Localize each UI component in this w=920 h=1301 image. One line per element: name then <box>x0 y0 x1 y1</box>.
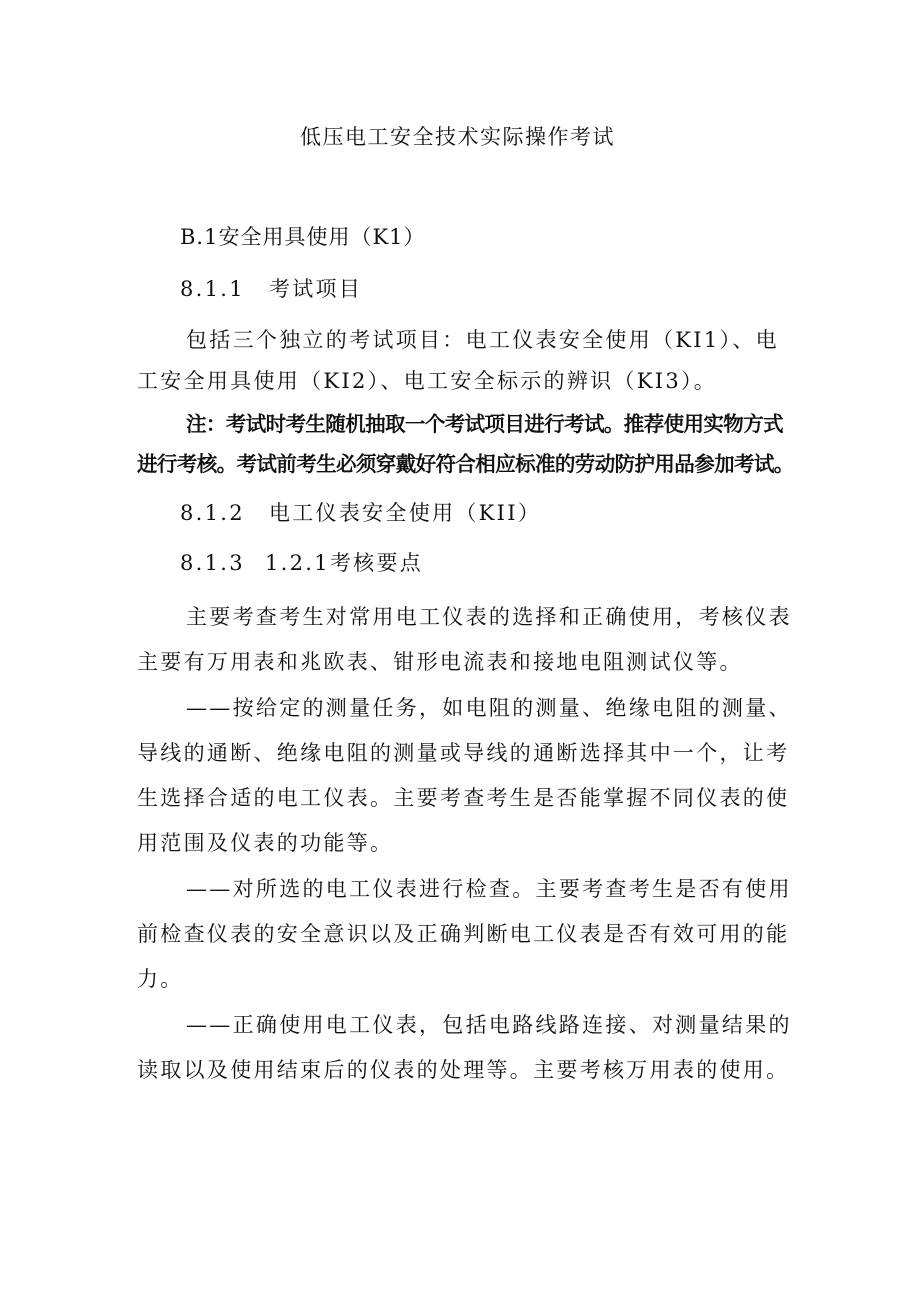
section-813-heading <box>180 549 423 577</box>
intro-line: 包括三个独立的考试项目：电工仪表安全使用（KI1）、电 <box>186 328 779 352</box>
body-line: 用范围及仪表的功能等。 <box>137 831 394 855</box>
body-line: ——正确使用电工仪表，包括电路线路连接、对测量结果的 <box>186 1013 792 1037</box>
document-title: 低压电工安全技术实际操作考试 <box>300 125 615 149</box>
note-line: 进行考核。考试前考生必须穿戴好符合相应标准的劳动防护用品参加考试。 <box>137 452 794 476</box>
body-line: 导线的通断、绝缘电阻的测量或导线的通断选择其中一个，让考 <box>137 741 790 765</box>
body-line: ——按给定的测量任务，如电阻的测量、绝缘电阻的测量、 <box>186 696 792 720</box>
body-line: ——对所选的电工仪表进行检查。主要考查考生是否有使用 <box>186 877 792 901</box>
section-811-heading <box>180 275 362 303</box>
body-line: 生选择合适的电工仪表。主要考查考生是否能掌握不同仪表的使 <box>137 786 790 810</box>
body-line: 主要有万用表和兆欧表、钳形电流表和接地电阻测试仪等。 <box>137 650 743 674</box>
section-number: 8.1.1 <box>180 277 245 301</box>
section-label: 考试项目 <box>268 277 363 301</box>
section-812-heading <box>180 499 541 527</box>
intro-line: 工安全用具使用（KI2）、电工安全标示的辨识（KI3）。 <box>137 369 718 393</box>
section-number: 8.1.2 <box>180 501 245 525</box>
section-b1-heading: B.1安全用具使用（K1） <box>180 225 426 249</box>
body-line: 主要考查考生对常用电工仪表的选择和正确使用，考核仪表 <box>186 605 792 629</box>
section-label: 1.2.1考核要点 <box>264 551 424 575</box>
body-line: 力。 <box>137 967 184 991</box>
note-line: 注：考试时考生随机抽取一个考试项目进行考试。推荐使用实物方式 <box>186 412 783 436</box>
body-line: 前检查仪表的安全意识以及正确判断电工仪表是否有效可用的能 <box>137 922 790 946</box>
section-label: 电工仪表安全使用（KII） <box>268 501 542 525</box>
body-line: 读取以及使用结束后的仪表的处理等。主要考核万用表的使用。 <box>137 1058 790 1082</box>
section-number: 8.1.3 <box>180 551 245 575</box>
